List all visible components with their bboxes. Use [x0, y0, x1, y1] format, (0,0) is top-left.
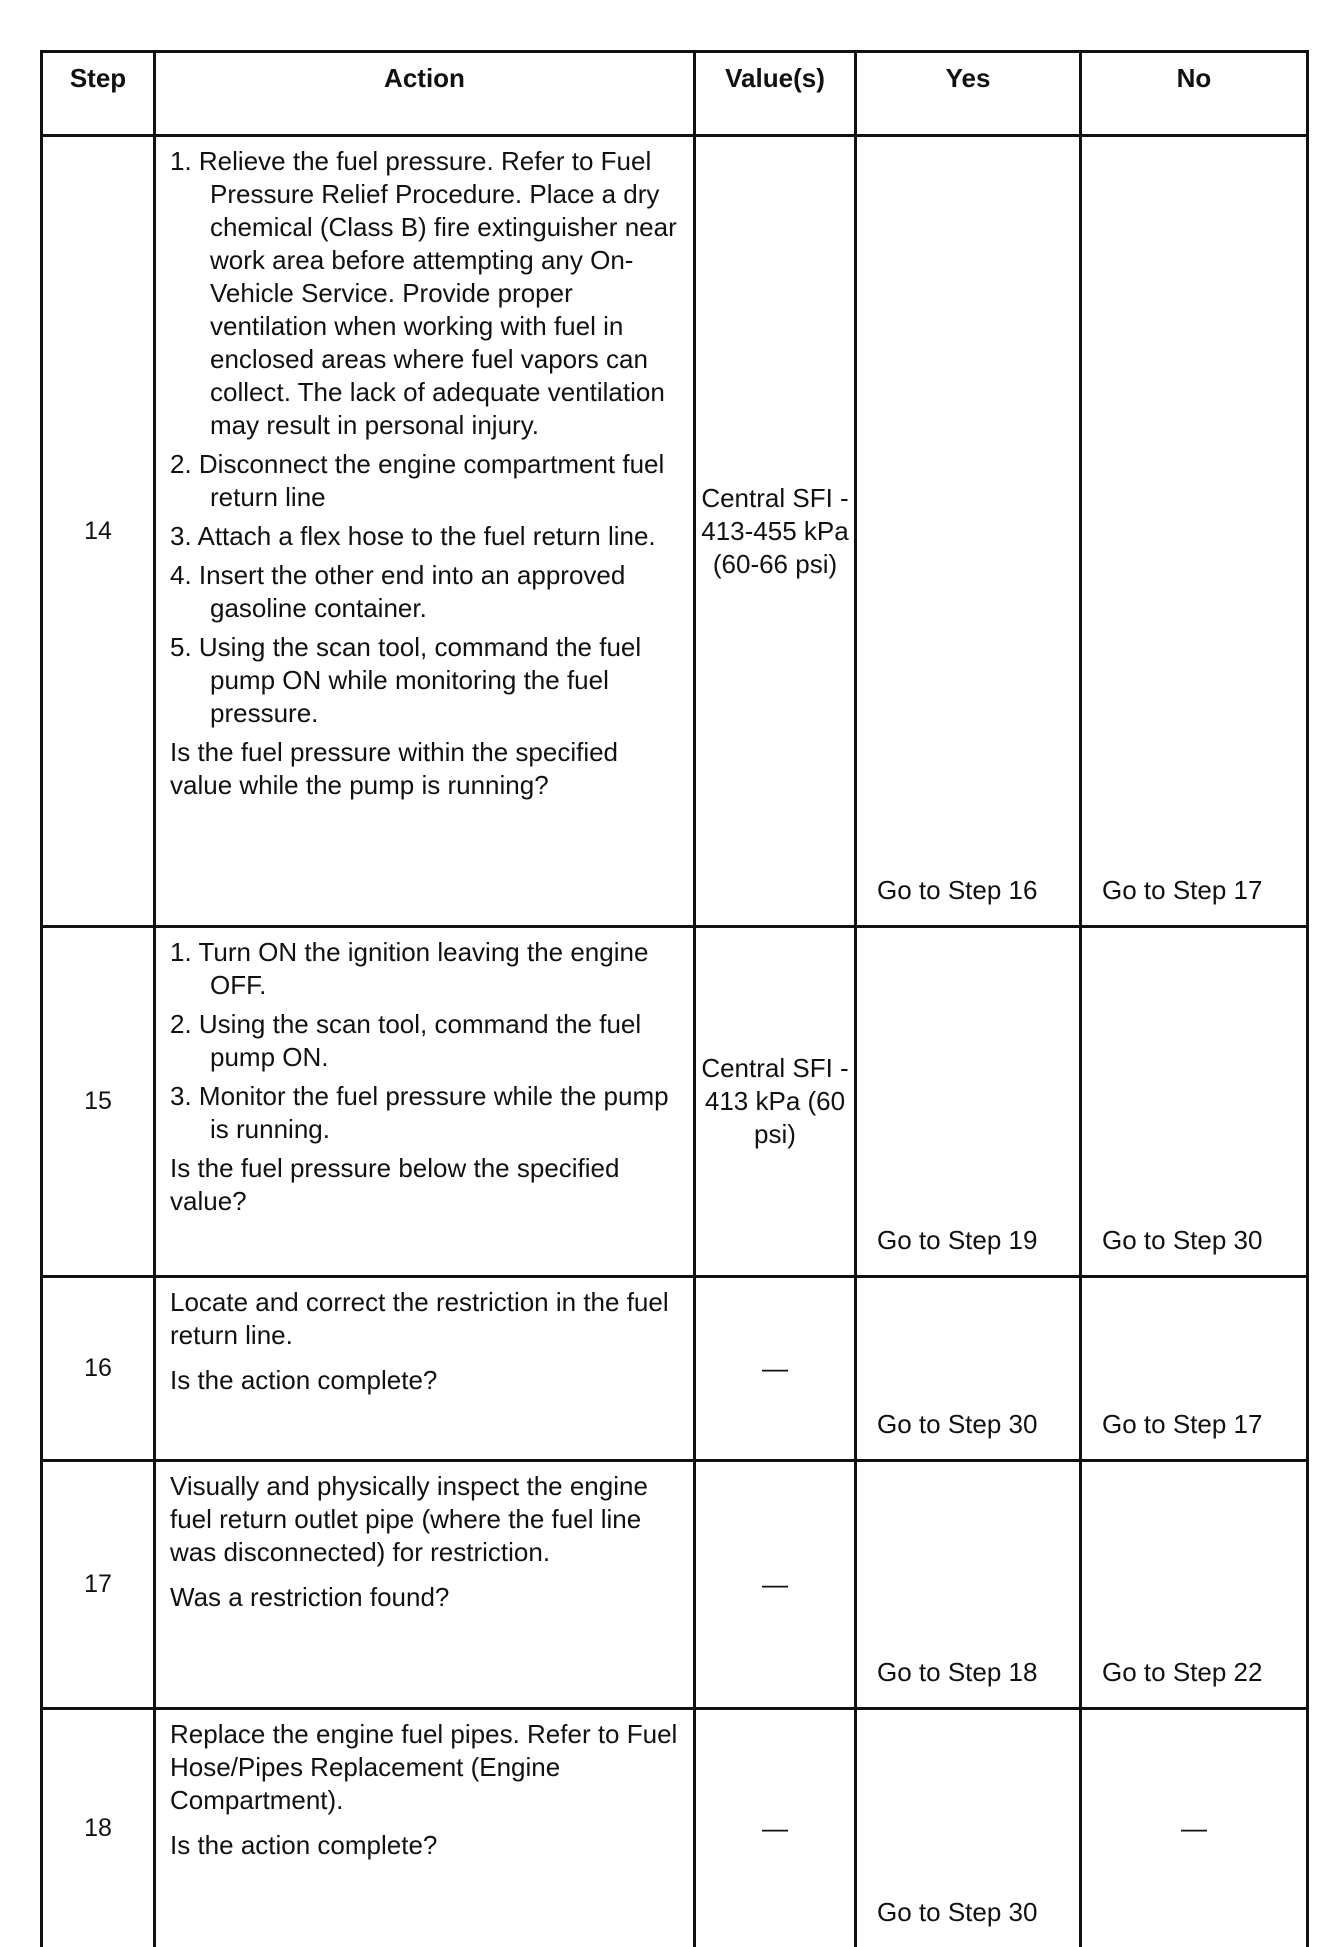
table-row-step-16 [42, 1277, 1308, 1461]
action-step-item: 3. Monitor the fuel pressure while the pump is running. [170, 1080, 679, 1146]
yes-cell: Go to Step 18 [856, 1461, 1081, 1709]
action-text: Visually and physically inspect the engine fuel return outlet pipe (where the fuel line was disconnected) for restriction. [170, 1470, 679, 1569]
action-question: Is the action complete? [170, 1364, 679, 1397]
header-action: Action [155, 52, 695, 136]
step-number: 16 [42, 1277, 155, 1461]
action-text: Locate and correct the restriction in the fuel return line. [170, 1286, 679, 1352]
header-step: Step [42, 52, 155, 136]
action-step-item: 1. Turn ON the ignition leaving the engine OFF. [170, 936, 679, 1002]
action-step-item: 2. Using the scan tool, command the fuel pump ON. [170, 1008, 679, 1074]
step-number: 15 [42, 927, 155, 1277]
action-step-item: 4. Insert the other end into an approved gasoline container. [170, 559, 679, 625]
value-cell: Central SFI - 413 kPa (60 psi) [695, 927, 856, 1277]
action-step-item: 5. Using the scan tool, command the fuel pump ON while monitoring the fuel pressure. [170, 631, 679, 730]
action-cell [155, 1709, 695, 1947]
table-row-step-15 [42, 927, 1308, 1277]
header-yes: Yes [856, 52, 1081, 136]
action-cell [155, 136, 695, 927]
step-number: 17 [42, 1461, 155, 1709]
value-cell: Central SFI - 413-455 kPa (60-66 psi) [695, 136, 856, 927]
table-row-step-17 [42, 1461, 1308, 1709]
action-steps-list [170, 936, 679, 1146]
action-steps-list [170, 145, 679, 730]
table-row-step-18 [42, 1709, 1308, 1947]
no-cell: Go to Step 17 [1081, 136, 1308, 927]
no-cell: — [1081, 1709, 1308, 1947]
header-no: No [1081, 52, 1308, 136]
action-step-item: 2. Disconnect the engine compartment fuel return line [170, 448, 679, 514]
no-cell: Go to Step 22 [1081, 1461, 1308, 1709]
action-question: Was a restriction found? [170, 1581, 679, 1614]
action-cell [155, 1461, 695, 1709]
step-number: 14 [42, 136, 155, 927]
action-cell [155, 1277, 695, 1461]
action-question: Is the fuel pressure below the specified value? [170, 1152, 679, 1218]
action-question: Is the action complete? [170, 1829, 679, 1862]
action-step-item: 1. Relieve the fuel pressure. Refer to Fuel Pressure Relief Procedure. Place a dry chemical (Class B) fire extinguisher near work area before attempting any On-Vehicle Service. Provide proper ventilation when working with fuel in enclosed areas where fuel vapors can collect. The lack of adequate ventilation may result in personal injury. [170, 145, 679, 442]
action-question: Is the fuel pressure within the specified value while the pump is running? [170, 736, 679, 802]
no-cell: Go to Step 17 [1081, 1277, 1308, 1461]
step-number: 18 [42, 1709, 155, 1947]
yes-cell: Go to Step 30 [856, 1277, 1081, 1461]
action-step-item: 3. Attach a flex hose to the fuel return line. [170, 520, 679, 553]
yes-cell: Go to Step 30 [856, 1709, 1081, 1947]
action-cell [155, 927, 695, 1277]
action-text: Replace the engine fuel pipes. Refer to Fuel Hose/Pipes Replacement (Engine Compartment). [170, 1718, 679, 1817]
value-cell: — [695, 1277, 856, 1461]
header-row [42, 52, 1308, 136]
value-cell: — [695, 1461, 856, 1709]
header-values: Value(s) [695, 52, 856, 136]
no-cell: Go to Step 30 [1081, 927, 1308, 1277]
yes-cell: Go to Step 16 [856, 136, 1081, 927]
table-row-step-14 [42, 136, 1308, 927]
diagnostic-table [40, 50, 1309, 1947]
value-cell: — [695, 1709, 856, 1947]
yes-cell: Go to Step 19 [856, 927, 1081, 1277]
